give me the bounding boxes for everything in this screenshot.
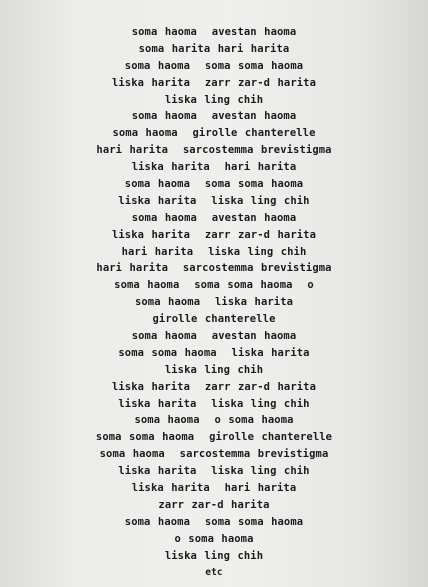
poem-line: liska ling chih [164,93,264,106]
poem-line: soma haoma liska harita [134,296,294,309]
poem-line: hari harita sarcostemma brevistigma [96,144,332,157]
poem-line: hari harita liska ling chih [121,245,307,258]
poem-line: soma haoma avestan haoma [131,211,297,224]
poem-line: liska harita zarr zar-d harita [111,228,317,241]
poem-line: liska harita liska ling chih [118,465,310,478]
poem-line: soma soma haoma girolle chanterelle [95,431,333,444]
poem-line: soma haoma soma soma haoma [124,515,304,528]
poem-line: soma haoma o soma haoma [134,414,294,427]
poem-line: soma haoma avestan haoma [131,330,297,343]
poem-line: girolle chanterelle [152,313,276,326]
poem-line: zarr zar-d harita [158,498,270,511]
poem-line: liska harita zarr zar-d harita [111,76,317,89]
poem-line-etc: etc [205,566,223,578]
poem-line: liska harita liska ling chih [118,397,310,410]
poem-line: soma soma haoma liska harita [118,346,310,359]
poem-line: soma haoma sarcostemma brevistigma [99,448,329,461]
poem-line: soma haoma soma soma haoma o [114,279,314,292]
poem-line: liska harita hari harita [131,161,297,174]
poem-text [0,24,428,581]
poem-line: soma haoma soma soma haoma [124,178,304,191]
poem-line: soma haoma girolle chanterelle [112,127,316,140]
poem-line: o soma haoma [174,532,254,545]
poem-line: liska harita zarr zar-d harita [111,380,317,393]
poem-line: liska harita liska ling chih [118,194,310,207]
poem-line: soma haoma soma soma haoma [124,59,304,72]
poem-line: soma haoma avestan haoma [131,110,297,123]
poem-line: soma harita hari harita [138,42,290,55]
poem-line: hari harita sarcostemma brevistigma [96,262,332,275]
poem-line: liska ling chih [164,549,264,562]
poem-line: liska harita hari harita [131,482,297,495]
poem-line: liska ling chih [164,363,264,376]
poem-line: soma haoma avestan haoma [131,26,297,38]
